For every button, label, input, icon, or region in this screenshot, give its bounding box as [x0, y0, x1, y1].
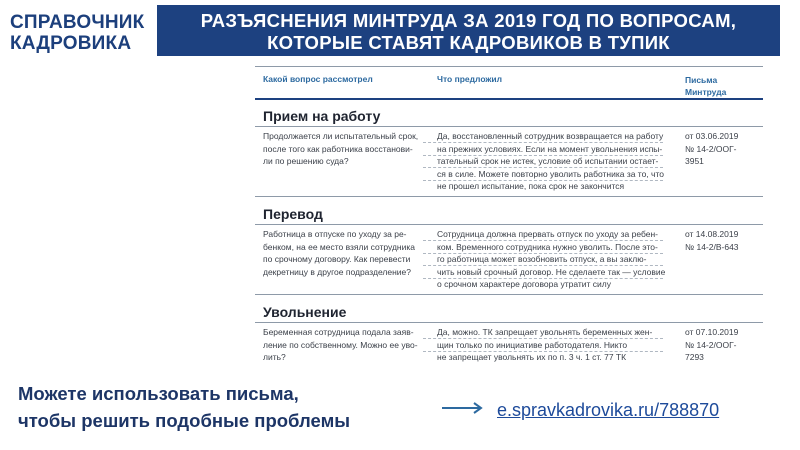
cta-line-2: чтобы решить подобные проблемы [18, 410, 351, 431]
cell-line: го работница может возобновить отпуск, а вы заклю- [437, 254, 647, 264]
cell-line: Сотрудница должна прервать отпуск по уходу за ребен- [437, 229, 658, 239]
row-dash [423, 265, 663, 266]
question-cell [263, 326, 421, 364]
letter-cell [685, 228, 755, 253]
proposal-cell [437, 130, 669, 193]
cell-line: от 14.08.2019 [685, 229, 739, 239]
row-dash [423, 253, 663, 254]
cell-line: от 03.06.2019 [685, 131, 739, 141]
brand-logo [10, 12, 152, 54]
cell-line: Беременная сотрудница подала заяв- [263, 327, 414, 337]
proposal-cell [437, 326, 669, 364]
call-to-action [18, 380, 350, 434]
cell-line: 3951 [685, 156, 704, 166]
section-rule [255, 224, 763, 225]
row-dash [423, 351, 663, 352]
question-cell [263, 228, 421, 278]
question-cell [263, 130, 421, 168]
table-top-rule [255, 66, 763, 67]
letter-cell [685, 130, 755, 168]
cell-line: Работница в отпуске по уходу за ре- [263, 229, 407, 239]
cell-line: чить новый срочный договор. Не сделаете так — условие [437, 266, 666, 277]
cell-line: декретницу в другое подразделение? [263, 266, 412, 277]
cell-line: бенком, на ее место взяли сотрудника [263, 241, 416, 252]
brand-line-2: КАДРОВИКА [10, 33, 132, 54]
row-dash [423, 167, 663, 168]
section-rule [255, 126, 763, 127]
header-rule [255, 98, 763, 100]
letters-table [255, 64, 763, 369]
brand-line-1: СПРАВОЧНИК [10, 12, 145, 33]
section-end-rule [255, 196, 763, 197]
title-banner [157, 5, 780, 56]
header-question: Какой вопрос рассмотрел [263, 74, 373, 84]
cell-line: ление по собственному. Можно ее уво- [263, 339, 418, 350]
cell-line: лить? [263, 352, 286, 362]
cell-line: № 14-2/ООГ- [685, 339, 737, 350]
cell-line: не запрещает увольнять их по п. 3 ч. 1 ст. 77 ТК [437, 352, 627, 362]
section-title-transfer: Перевод [263, 206, 323, 222]
banner-line-1: РАЗЪЯСНЕНИЯ МИНТРУДА ЗА 2019 ГОД ПО ВОПРОСАМ, [200, 10, 737, 31]
table-header [255, 68, 763, 102]
section-end-rule [255, 294, 763, 295]
row-dash [423, 142, 663, 143]
row-dash [423, 338, 663, 339]
cell-line: ли по решению суда? [263, 156, 349, 166]
row-dash [423, 180, 663, 181]
cell-line: ся в силе. Можете повторно уволить работника за то, что [437, 168, 665, 179]
header-letters-line-1: Письма [685, 75, 718, 85]
header-letters [685, 74, 726, 98]
cta-line-1: Можете использовать письма, [18, 383, 299, 404]
cell-line: после того как работника восстанови- [263, 143, 413, 154]
cell-line: от 07.10.2019 [685, 327, 739, 337]
row-dash [423, 278, 663, 279]
cell-line: щин только по инициативе работодателя. Никто [437, 339, 628, 350]
section-title-hiring: Прием на работу [263, 108, 381, 124]
letter-cell [685, 326, 755, 364]
banner-line-2: КОТОРЫЕ СТАВЯТ КАДРОВИКОВ В ТУПИК [267, 32, 670, 53]
section-rule [255, 322, 763, 323]
row-dash [423, 155, 663, 156]
cell-line: № 14-2/В-643 [685, 241, 739, 252]
cell-line: не прошел испытание, пока срок не закончится [437, 181, 625, 191]
cell-line: 7293 [685, 352, 704, 362]
cell-line: о срочном характере договора утратит силу [437, 279, 611, 289]
cell-line: по срочному договору. Как перевести [263, 254, 411, 264]
header-proposal: Что предложил [437, 74, 503, 84]
cell-line: Продолжается ли испытательный срок, [263, 131, 419, 141]
header-letters-line-2: Минтруда [685, 87, 727, 97]
cell-line: Да, восстановленный сотрудник возвращается на работу [437, 131, 664, 141]
cell-line: тательный срок не истек, условие об испытании остает- [437, 156, 659, 166]
section-title-dismissal: Увольнение [263, 304, 347, 320]
proposal-cell [437, 228, 669, 291]
cell-line: ком. Временного сотрудника нужно уволить. После это- [437, 241, 658, 252]
cell-line: № 14-2/ООГ- [685, 143, 737, 154]
article-link[interactable]: e.spravkadrovika.ru/788870 [497, 400, 720, 420]
cell-line: Да, можно. ТК запрещает увольнять беременных жен- [437, 327, 653, 337]
row-dash [423, 240, 663, 241]
arrow-right-icon [440, 401, 488, 415]
cell-line: на прежних условиях. Если на момент увольнения испы- [437, 143, 663, 154]
